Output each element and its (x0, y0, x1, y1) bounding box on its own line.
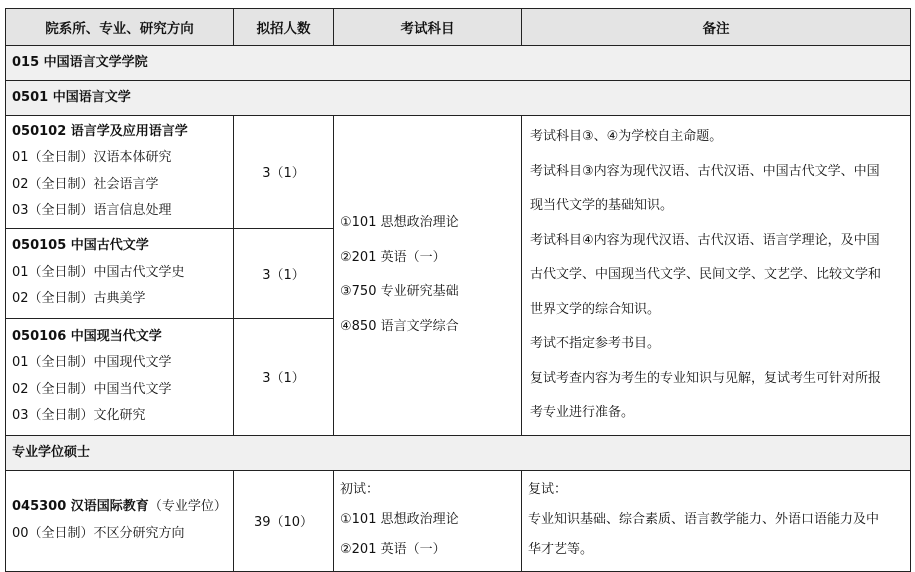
note-line: 专业知识基础、综合素质、语言教学能力、外语口语能力及中 (528, 511, 880, 527)
quota-cell: 3（1） (234, 228, 334, 318)
note-line: 现当代文学的基础知识。 (530, 198, 674, 213)
program-name: 045300 汉语国际教育 (12, 499, 149, 514)
program-name: 050102 语言学及应用语言学 (12, 123, 188, 139)
quota-cell: 3（1） (234, 318, 334, 435)
direction-item: 00（全日制）不区分研究方向 (12, 525, 185, 541)
header-notes: 备注 (522, 9, 911, 46)
note-line: 古代文学、中国现当代文学、民间文学、文艺学、比较文学和 (530, 267, 882, 282)
program-cell (6, 470, 234, 571)
header-quota: 拟招人数 (234, 9, 334, 46)
subjects-cell (334, 470, 522, 571)
notes-cell (522, 470, 911, 571)
subject-item: ①101 思想政治理论 (340, 215, 459, 231)
subjects-title: 初试： (340, 481, 380, 497)
direction-item: 03（全日制）文化研究 (12, 408, 146, 424)
note-line: 考试科目③内容为现代汉语、古代汉语、中国古代文学、中国 (530, 163, 880, 179)
header-subjects: 考试科目 (334, 9, 522, 46)
subject-item: ②201 英语（一） (340, 541, 446, 557)
college-title: 015 中国语言文学学院 (12, 55, 148, 70)
header-program: 院系所、专业、研究方向 (6, 9, 234, 46)
direction-item: 03（全日制）语言信息处理 (12, 203, 172, 219)
subject-item: ②201 英语（一） (340, 249, 446, 265)
note-line: 考试不指定参考书目。 (530, 336, 661, 351)
program-suffix: （专业学位） (148, 499, 227, 514)
program-name: 050105 中国古代文学 (12, 238, 149, 254)
professional-section-title: 专业学位硕士 (12, 444, 91, 460)
direction-item: 01（全日制）中国古代文学史 (12, 264, 185, 280)
professional-row (6, 470, 911, 571)
direction-item: 01（全日制）中国现代文学 (12, 355, 172, 371)
subject-item: ③750 专业研究基础 (340, 284, 459, 300)
discipline-row (6, 81, 911, 116)
note-line: 考专业进行准备。 (530, 405, 635, 420)
quota-cell: 39（10） (234, 470, 334, 571)
note-line: 华才艺等。 (528, 541, 594, 557)
note-line: 考试科目④内容为现代汉语、古代汉语、语言学理论，及中国 (530, 232, 880, 248)
note-line: 考试科目③、④为学校自主命题。 (530, 129, 723, 144)
professional-section-row (6, 435, 911, 470)
notes-title: 复试： (528, 481, 568, 497)
program-cell (6, 228, 234, 318)
program-row (6, 116, 911, 229)
header-row (6, 9, 911, 46)
direction-item: 02（全日制）古典美学 (12, 291, 146, 307)
notes-cell (522, 116, 911, 436)
subject-item: ④850 语言文学综合 (340, 318, 459, 334)
program-cell (6, 116, 234, 229)
college-row (6, 46, 911, 81)
subjects-cell (334, 116, 522, 436)
program-name: 050106 中国现当代文学 (12, 328, 162, 344)
admissions-table (5, 8, 911, 572)
direction-item: 02（全日制）社会语言学 (12, 176, 159, 192)
program-cell (6, 318, 234, 435)
subject-item: ①101 思想政治理论 (340, 511, 459, 527)
quota-cell: 3（1） (234, 116, 334, 229)
direction-item: 01（全日制）汉语本体研究 (12, 150, 172, 166)
discipline-title: 0501 中国语言文学 (12, 90, 131, 105)
note-line: 世界文学的综合知识。 (530, 301, 661, 317)
direction-item: 02（全日制）中国当代文学 (12, 381, 172, 397)
note-line: 复试考查内容为考生的专业知识与见解，复试考生可针对所报 (530, 370, 882, 386)
